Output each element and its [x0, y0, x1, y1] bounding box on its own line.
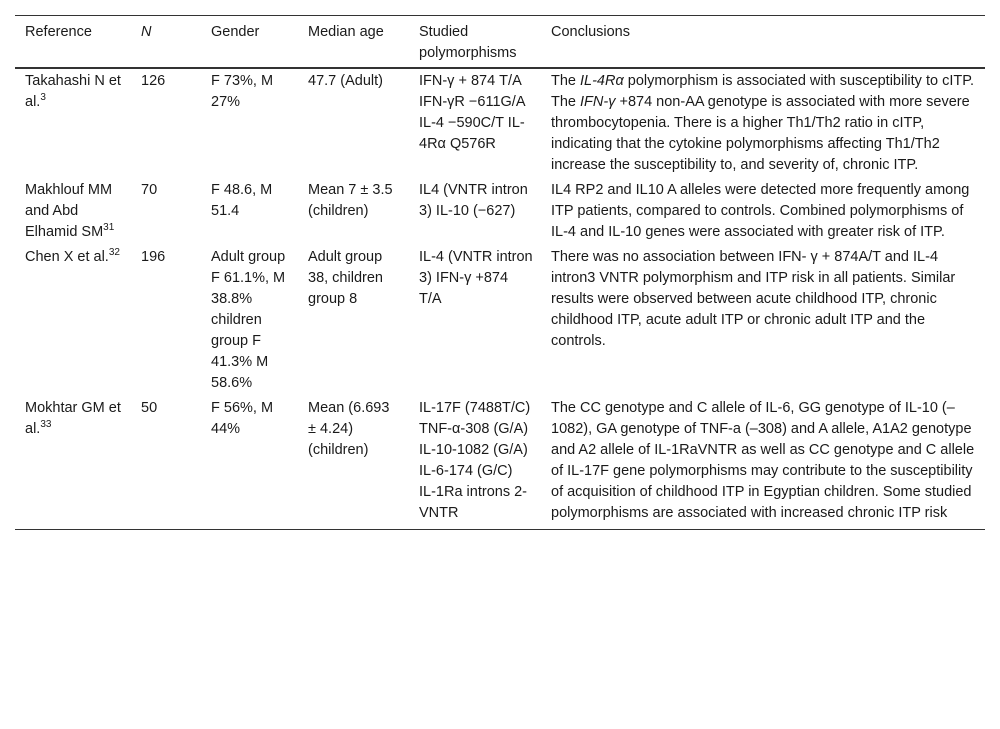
cell-conclusion: IL4 RP2 and IL10 A alleles were detected more frequently among ITP patients, compared to controls. Combined polymorphisms of IL-4 and IL-10 genes were associated with greater risk of ITP. [551, 182, 970, 240]
header-conclusions: Conclusions [541, 16, 985, 69]
table-container [15, 15, 985, 530]
cell-n: 50 [131, 396, 201, 530]
cell-reference [15, 68, 131, 178]
cell-gender: F 56%, M 44% [201, 396, 298, 530]
table-row [15, 178, 985, 245]
cell-gender: Adult group F 61.1%, M 38.8% children group F 41.3% M 58.6% [211, 249, 286, 391]
cell-n: 70 [141, 182, 158, 198]
cell-polymorphisms: IL4 (VNTR intron 3) IL-10 (−627) [419, 182, 528, 219]
reference-text: Chen X et al. [25, 249, 109, 265]
table-row [15, 396, 985, 530]
header-median-age: Median age [298, 16, 409, 69]
cell-polymorphisms: IFN-γ + 874 T/A IFN-γR −611G/A IL-4 −590C/T IL-4Rα Q576R [419, 73, 525, 152]
cell-n: 196 [141, 249, 166, 265]
polymorphism-studies-table [15, 15, 985, 530]
table-row [15, 68, 985, 178]
gene-name-italic: IL-4Rα [580, 73, 624, 89]
gene-name-italic: IFN-γ [580, 94, 616, 110]
cell-conclusion [541, 68, 985, 178]
citation-number: 3 [40, 92, 46, 104]
cell-reference [15, 178, 131, 245]
cell-n: 126 [141, 73, 166, 89]
citation-number: 33 [40, 419, 52, 431]
citation-number: 32 [108, 247, 120, 259]
header-row [15, 16, 985, 69]
reference-text: Mokhtar GM et al. [25, 400, 121, 437]
reference-text: Makhlouf MM and Abd Elhamid SM [25, 182, 113, 240]
conclusion-text: The [551, 73, 581, 89]
header-gender: Gender [201, 16, 298, 69]
reference-text: Takahashi N et al. [25, 73, 121, 110]
header-studied-polymorphisms: Studied polymorphisms [409, 16, 541, 69]
conclusion-text: polymorphism is associated with susceptibility to cITP. The [551, 73, 975, 110]
cell-median-age: Mean (6.693 ± 4.24) (children) [298, 396, 409, 530]
table-row [15, 245, 985, 396]
cell-polymorphisms: IL-17F (7488T/C) TNF-α-308 (G/A) IL-10-1082 (G/A) IL-6-174 (G/C) IL-1Ra introns 2-VNTR [409, 396, 541, 530]
cell-median-age: Adult group 38, children group 8 [308, 249, 383, 307]
header-n: N [131, 16, 201, 69]
table-body [15, 68, 985, 530]
cell-reference [15, 245, 131, 396]
citation-number: 31 [103, 222, 115, 234]
cell-median-age: Mean 7 ± 3.5 (children) [308, 182, 393, 219]
header-reference: Reference [15, 16, 131, 69]
cell-reference [15, 396, 131, 530]
cell-conclusion: The CC genotype and C allele of IL-6, GG genotype of IL-10 (–1082), GA genotype of TNF-a (–308) and A allele, A1A2 genotype and A2 allele of IL-1RaVNTR as well as CC genotype and C allele of IL-17F gene polymorphisms may contribute to the susceptibility of acquisition of childhood ITP in Egyptian children. Some studied polymorphisms are associated with increased chronic ITP risk [541, 396, 985, 530]
cell-gender: F 73%, M 27% [211, 73, 274, 110]
cell-conclusion: There was no association between IFN- γ + 874A/T and IL-4 intron3 VNTR polymorphism and ITP risk in all patients. Similar results were observed between acute childhood ITP, chronic childhood ITP, acute adult ITP or chronic adult ITP and the controls. [551, 249, 956, 349]
cell-gender: F 48.6, M 51.4 [211, 182, 273, 219]
cell-polymorphisms: IL-4 (VNTR intron 3) IFN-γ +874 T/A [419, 249, 533, 307]
conclusion-text: +874 non-AA genotype is associated with more severe thrombocytopenia. There is a higher Th1/Th2 ratio in cITP, indicating that the cytokine polymorphisms affecting Th1/Th2 increase the susceptibility to, and severity of, chronic ITP. [551, 94, 970, 173]
table-header [15, 16, 985, 69]
cell-median-age: 47.7 (Adult) [308, 73, 383, 89]
